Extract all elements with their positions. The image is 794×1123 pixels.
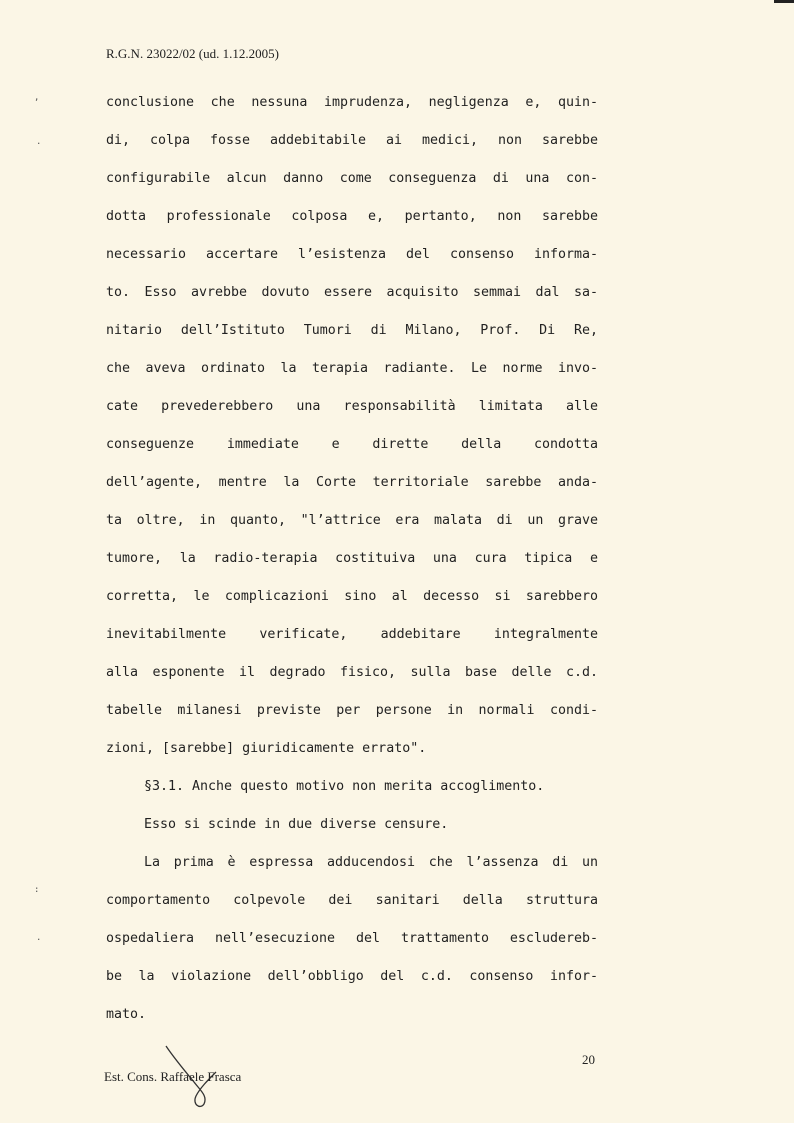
text-line: be la violazione dell’obbligo del c.d. consenso infor-	[106, 969, 598, 984]
text-line: comportamento colpevole dei sanitari della struttura	[106, 893, 598, 908]
text-line: nitario dell’Istituto Tumori di Milano, Prof. Di Re,	[106, 323, 598, 338]
page-number: 20	[582, 1052, 595, 1067]
extensor-signature-line: Est. Cons. Raffaele Frasca	[104, 1069, 242, 1084]
text-line: cate prevederebbero una responsabilità limitata alle	[106, 399, 598, 414]
margin-mark: .	[36, 137, 42, 147]
text-line: di, colpa fosse addebitabile ai medici, non sarebbe	[106, 133, 598, 148]
margin-mark: .	[36, 933, 42, 943]
text-line: to. Esso avrebbe dovuto essere acquisito semmai dal sa-	[106, 285, 598, 300]
scan-corner-mark	[774, 0, 794, 3]
text-line: configurabile alcun danno come conseguenza di una con-	[106, 171, 598, 186]
section-heading-line: §3.1. Anche questo motivo non merita accoglimento.	[144, 779, 545, 794]
text-line: conclusione che nessuna imprudenza, negligenza e, quin-	[106, 95, 598, 110]
text-line: corretta, le complicazioni sino al decesso si sarebbero	[106, 589, 598, 604]
text-line: ospedaliera nell’esecuzione del trattamento escludereb-	[106, 931, 598, 946]
text-line: dotta professionale colposa e, pertanto, non sarebbe	[106, 209, 598, 224]
text-line: Esso si scinde in due diverse censure.	[144, 817, 449, 832]
text-line: dell’agente, mentre la Corte territoriale sarebbe anda-	[106, 475, 598, 490]
case-reference-header: R.G.N. 23022/02 (ud. 1.12.2005)	[106, 46, 279, 61]
text-line: La prima è espressa adducendosi che l’assenza di un	[144, 855, 598, 870]
text-line: alla esponente il degrado fisico, sulla base delle c.d.	[106, 665, 598, 680]
text-line: conseguenze immediate e dirette della condotta	[106, 437, 598, 452]
text-line: ta oltre, in quanto, "l’attrice era malata di un grave	[106, 513, 598, 528]
text-line: mato.	[106, 1007, 147, 1022]
text-line: inevitabilmente verificate, addebitare integralmente	[106, 627, 598, 642]
text-line: tabelle milanesi previste per persone in normali condi-	[106, 703, 598, 718]
text-line: necessario accertare l’esistenza del consenso informa-	[106, 247, 598, 262]
margin-mark: ,	[34, 93, 40, 103]
text-line: tumore, la radio-terapia costituiva una cura tipica e	[106, 551, 598, 566]
margin-mark: :	[34, 885, 40, 895]
text-line: che aveva ordinato la terapia radiante. Le norme invo-	[106, 361, 598, 376]
text-line: zioni, [sarebbe] giuridicamente errato".	[106, 741, 427, 756]
